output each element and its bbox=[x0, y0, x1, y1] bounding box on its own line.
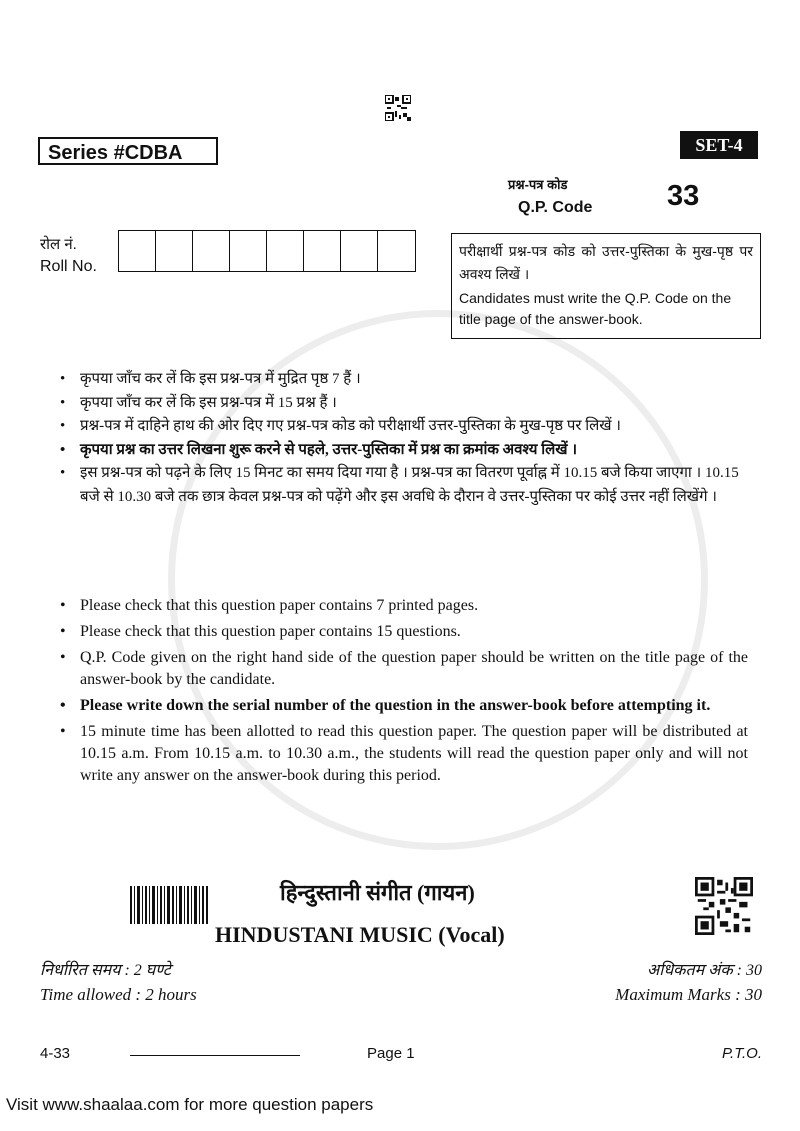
series-label: Series #CDBA bbox=[38, 137, 218, 165]
visit-link[interactable]: Visit www.shaalaa.com for more question papers bbox=[6, 1095, 374, 1114]
instruction-hindi-item: • इस प्रश्न-पत्र को पढ़ने के लिए 15 मिनट का समय दिया गया है । प्रश्न-पत्र का वितरण पूर्वाह्न में 10.15 बजे किया जाएगा । 10.15 बजे से 10.30 बजे तक छात्र केवल प्रश्न-पत्र को पढ़ेंगे और इस अवधि के दौरान वे उत्तर-पुस्तिका पर कोई उत्तर नहीं लिखेंगे । bbox=[60, 462, 748, 509]
subject-title: HINDUSTANI MUSIC (Vocal) bbox=[215, 922, 505, 947]
instruction-english-item: • Please check that this question paper contains 15 questions. bbox=[60, 621, 748, 643]
instruction-english-item: • Please write down the serial number of the question in the answer-book before attempting it. bbox=[60, 695, 748, 717]
qr-code-icon bbox=[695, 877, 753, 935]
qp-code-label-hindi: प्रश्न-पत्र कोड bbox=[508, 177, 568, 192]
roll-digit-box[interactable] bbox=[304, 231, 341, 271]
roll-digit-box[interactable] bbox=[230, 231, 267, 271]
footer-code: 4-33 bbox=[40, 1045, 71, 1062]
max-marks-hindi: अधिकतम अंक : 30 bbox=[646, 962, 762, 979]
footer-divider bbox=[130, 1055, 300, 1056]
roll-digit-box[interactable] bbox=[341, 231, 378, 271]
footer-page-number: Page 1 bbox=[367, 1045, 415, 1062]
subject-title-hindi: हिन्दुस्तानी संगीत (गायन) bbox=[280, 880, 475, 905]
roll-digit-box[interactable] bbox=[193, 231, 230, 271]
candidate-notice-box bbox=[451, 233, 761, 339]
instructions-hindi bbox=[60, 368, 748, 509]
roll-number-boxes[interactable] bbox=[118, 230, 416, 272]
roll-digit-box[interactable] bbox=[156, 231, 193, 271]
instruction-hindi-item: • कृपया जाँच कर लें कि इस प्रश्न-पत्र में मुद्रित पृष्ठ 7 हैं । bbox=[60, 368, 748, 392]
instruction-hindi-item: • प्रश्न-पत्र में दाहिने हाथ की ओर दिए गए प्रश्न-पत्र कोड को परीक्षार्थी उत्तर-पुस्तिका के मुख-पृष्ठ पर लिखें । bbox=[60, 415, 748, 439]
barcode-icon bbox=[130, 886, 208, 924]
roll-label-hindi: रोल नं. bbox=[40, 236, 77, 253]
instructions-english bbox=[60, 595, 748, 791]
instruction-english-item: • Please check that this question paper contains 7 printed pages. bbox=[60, 595, 748, 617]
qr-code-icon bbox=[385, 95, 411, 121]
roll-digit-box[interactable] bbox=[119, 231, 156, 271]
roll-label: Roll No. bbox=[40, 258, 97, 275]
footer-pto: P.T.O. bbox=[721, 1045, 762, 1062]
max-marks: Maximum Marks : 30 bbox=[615, 985, 762, 1004]
notice-hindi: परीक्षार्थी प्रश्न-पत्र कोड को उत्तर-पुस्तिका के मुख-पृष्ठ पर अवश्य लिखें । bbox=[459, 243, 753, 282]
qp-code-label: Q.P. Code bbox=[518, 199, 593, 216]
time-allowed-hindi: निर्धारित समय : 2 घण्टे bbox=[40, 962, 171, 979]
set-badge: SET-4 bbox=[680, 131, 758, 159]
qp-code-value: 33 bbox=[667, 180, 700, 212]
instruction-hindi-item: • कृपया प्रश्न का उत्तर लिखना शुरू करने से पहले, उत्तर-पुस्तिका में प्रश्न का क्रमांक अवश्य लिखें । bbox=[60, 439, 748, 463]
roll-digit-box[interactable] bbox=[378, 231, 415, 271]
time-allowed: Time allowed : 2 hours bbox=[40, 985, 197, 1004]
instruction-english-item: • 15 minute time has been allotted to read this question paper. The question paper will be distributed at 10.15 a.m. From 10.15 a.m. to 10.30 a.m., the students will read the question paper only and will not write any answer on the answer-book during this period. bbox=[60, 721, 748, 787]
notice-english: Candidates must write the Q.P. Code on the title page of the answer-book. bbox=[459, 290, 732, 327]
roll-digit-box[interactable] bbox=[267, 231, 304, 271]
instruction-hindi-item: • कृपया जाँच कर लें कि इस प्रश्न-पत्र में 15 प्रश्न हैं । bbox=[60, 392, 748, 416]
instruction-english-item: • Q.P. Code given on the right hand side of the question paper should be written on the title page of the answer-book by the candidate. bbox=[60, 647, 748, 691]
